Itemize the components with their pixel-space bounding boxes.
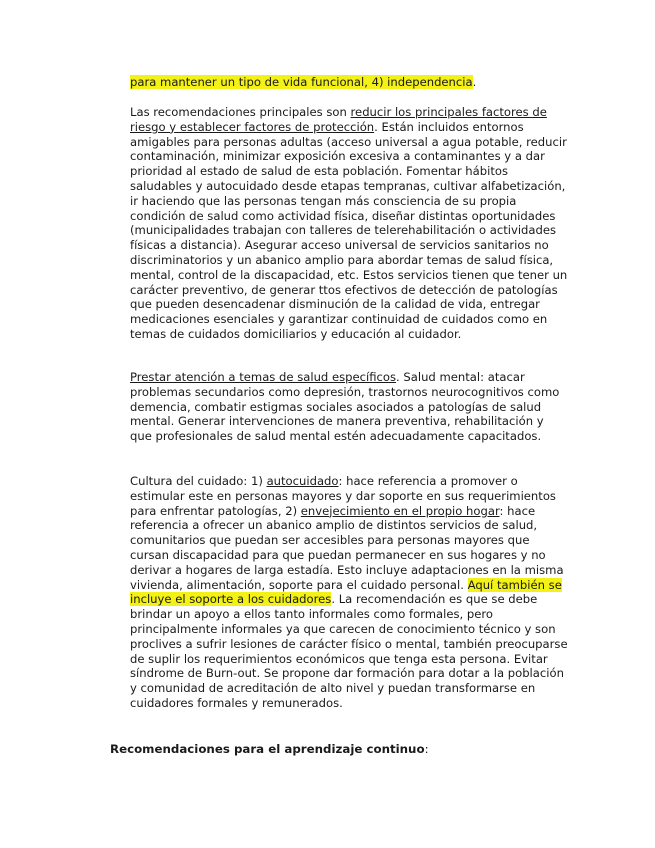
paragraph-text: . La recomendación es que se debe brindar un apoyo a ellos tanto informales como formales, pero principalmente informales ya que carecen de conocimiento técnico y son proclives a sufrir lesiones de carácter físico o mental, también preocuparse de suplir los requerimientos económicos que tenga esta persona. Evitar síndrome de Burn-out. Se propone dar formación para dotar a la población y comunidad de acreditación de alto nivel y puedan transformarse en cuidadores formales y remunerados. bbox=[130, 592, 568, 710]
heading-colon: : bbox=[424, 742, 429, 756]
underlined-phrase: autocuidado bbox=[266, 474, 339, 488]
highlighted-text: Aquí también se incluye el soporte a los cuidadores bbox=[130, 577, 562, 607]
underlined-phrase: Prestar atención a temas de salud específicos bbox=[130, 370, 397, 384]
paragraph-care-culture bbox=[130, 474, 568, 711]
highlighted-text: para mantener un tipo de vida funcional, 4) independencia bbox=[130, 75, 473, 89]
underlined-phrase: envejecimiento en el propio hogar bbox=[300, 503, 500, 518]
paragraph-lead: Las recomendaciones principales son bbox=[130, 105, 351, 119]
paragraph-body: . Están incluidos entornos amigables para personas adultas (acceso universal a agua potable, reducir contaminación, minimizar exposición excesiva a contaminantes y a dar prioridad al estado de salud de esta población. Fomentar hábitos saludables y autocuidado desde etapas tempranas, cultivar alfabetización, ir haciendo que las personas tengan más consciencia de su propia condición de salud como actividad física, diseñar distintas oportunidades (municipalidades trabajan con talleres de telerehabilitación o actividades físicas a distancia). Asegurar acceso universal de servicios sanitarios no discriminatorios y un abanico amplio para abordar temas de salud física, mental, control de la discapacidad, etc. Estos servicios tienen que tener un carácter preventivo, de generar ttos efectivos de detección de patologías que pueden desencadenar disminución de la calidad de vida, entregar medicaciones esenciales y garantizar continuidad de cuidados como en temas de cuidados domiciliarios y educación al cuidador. bbox=[130, 119, 568, 341]
intro-line bbox=[130, 75, 568, 90]
paragraph-text: : hace referencia a ofrecer un abanico amplio de distintos servicios de salud, comunitarios que puedan ser accesibles para personas mayores que cursan discapacidad para que puedan permanecer en sus hogares y no derivar a hogares de larga estadía. Esto incluye adaptaciones en la misma vivienda, alimentación, soporte para el cuidado personal. bbox=[130, 503, 564, 592]
intro-end: . bbox=[472, 75, 477, 89]
paragraph-recommendations bbox=[130, 105, 568, 342]
section-heading bbox=[110, 742, 429, 757]
paragraph-text: : hace referencia a promover o estimular este en personas mayores y dar soporte en sus requerimientos para enfrentar patologías, 2) bbox=[130, 474, 556, 518]
paragraph-body: . Salud mental: atacar problemas secundarios como depresión, trastornos neurocognitivos como demencia, combatir estigmas sociales asociados a patologías de salud mental. Generar intervenciones de manera preventiva, rehabilitación y que profesionales de salud mental estén adecuadamente capacitados. bbox=[130, 370, 560, 444]
underlined-phrase: reducir los principales factores de riesgo y establecer factores de protección bbox=[130, 105, 547, 134]
paragraph-specific-health bbox=[130, 370, 568, 444]
heading-text: Recomendaciones para el aprendizaje continuo bbox=[110, 742, 425, 756]
paragraph-lead: Cultura del cuidado: 1) bbox=[130, 474, 267, 488]
